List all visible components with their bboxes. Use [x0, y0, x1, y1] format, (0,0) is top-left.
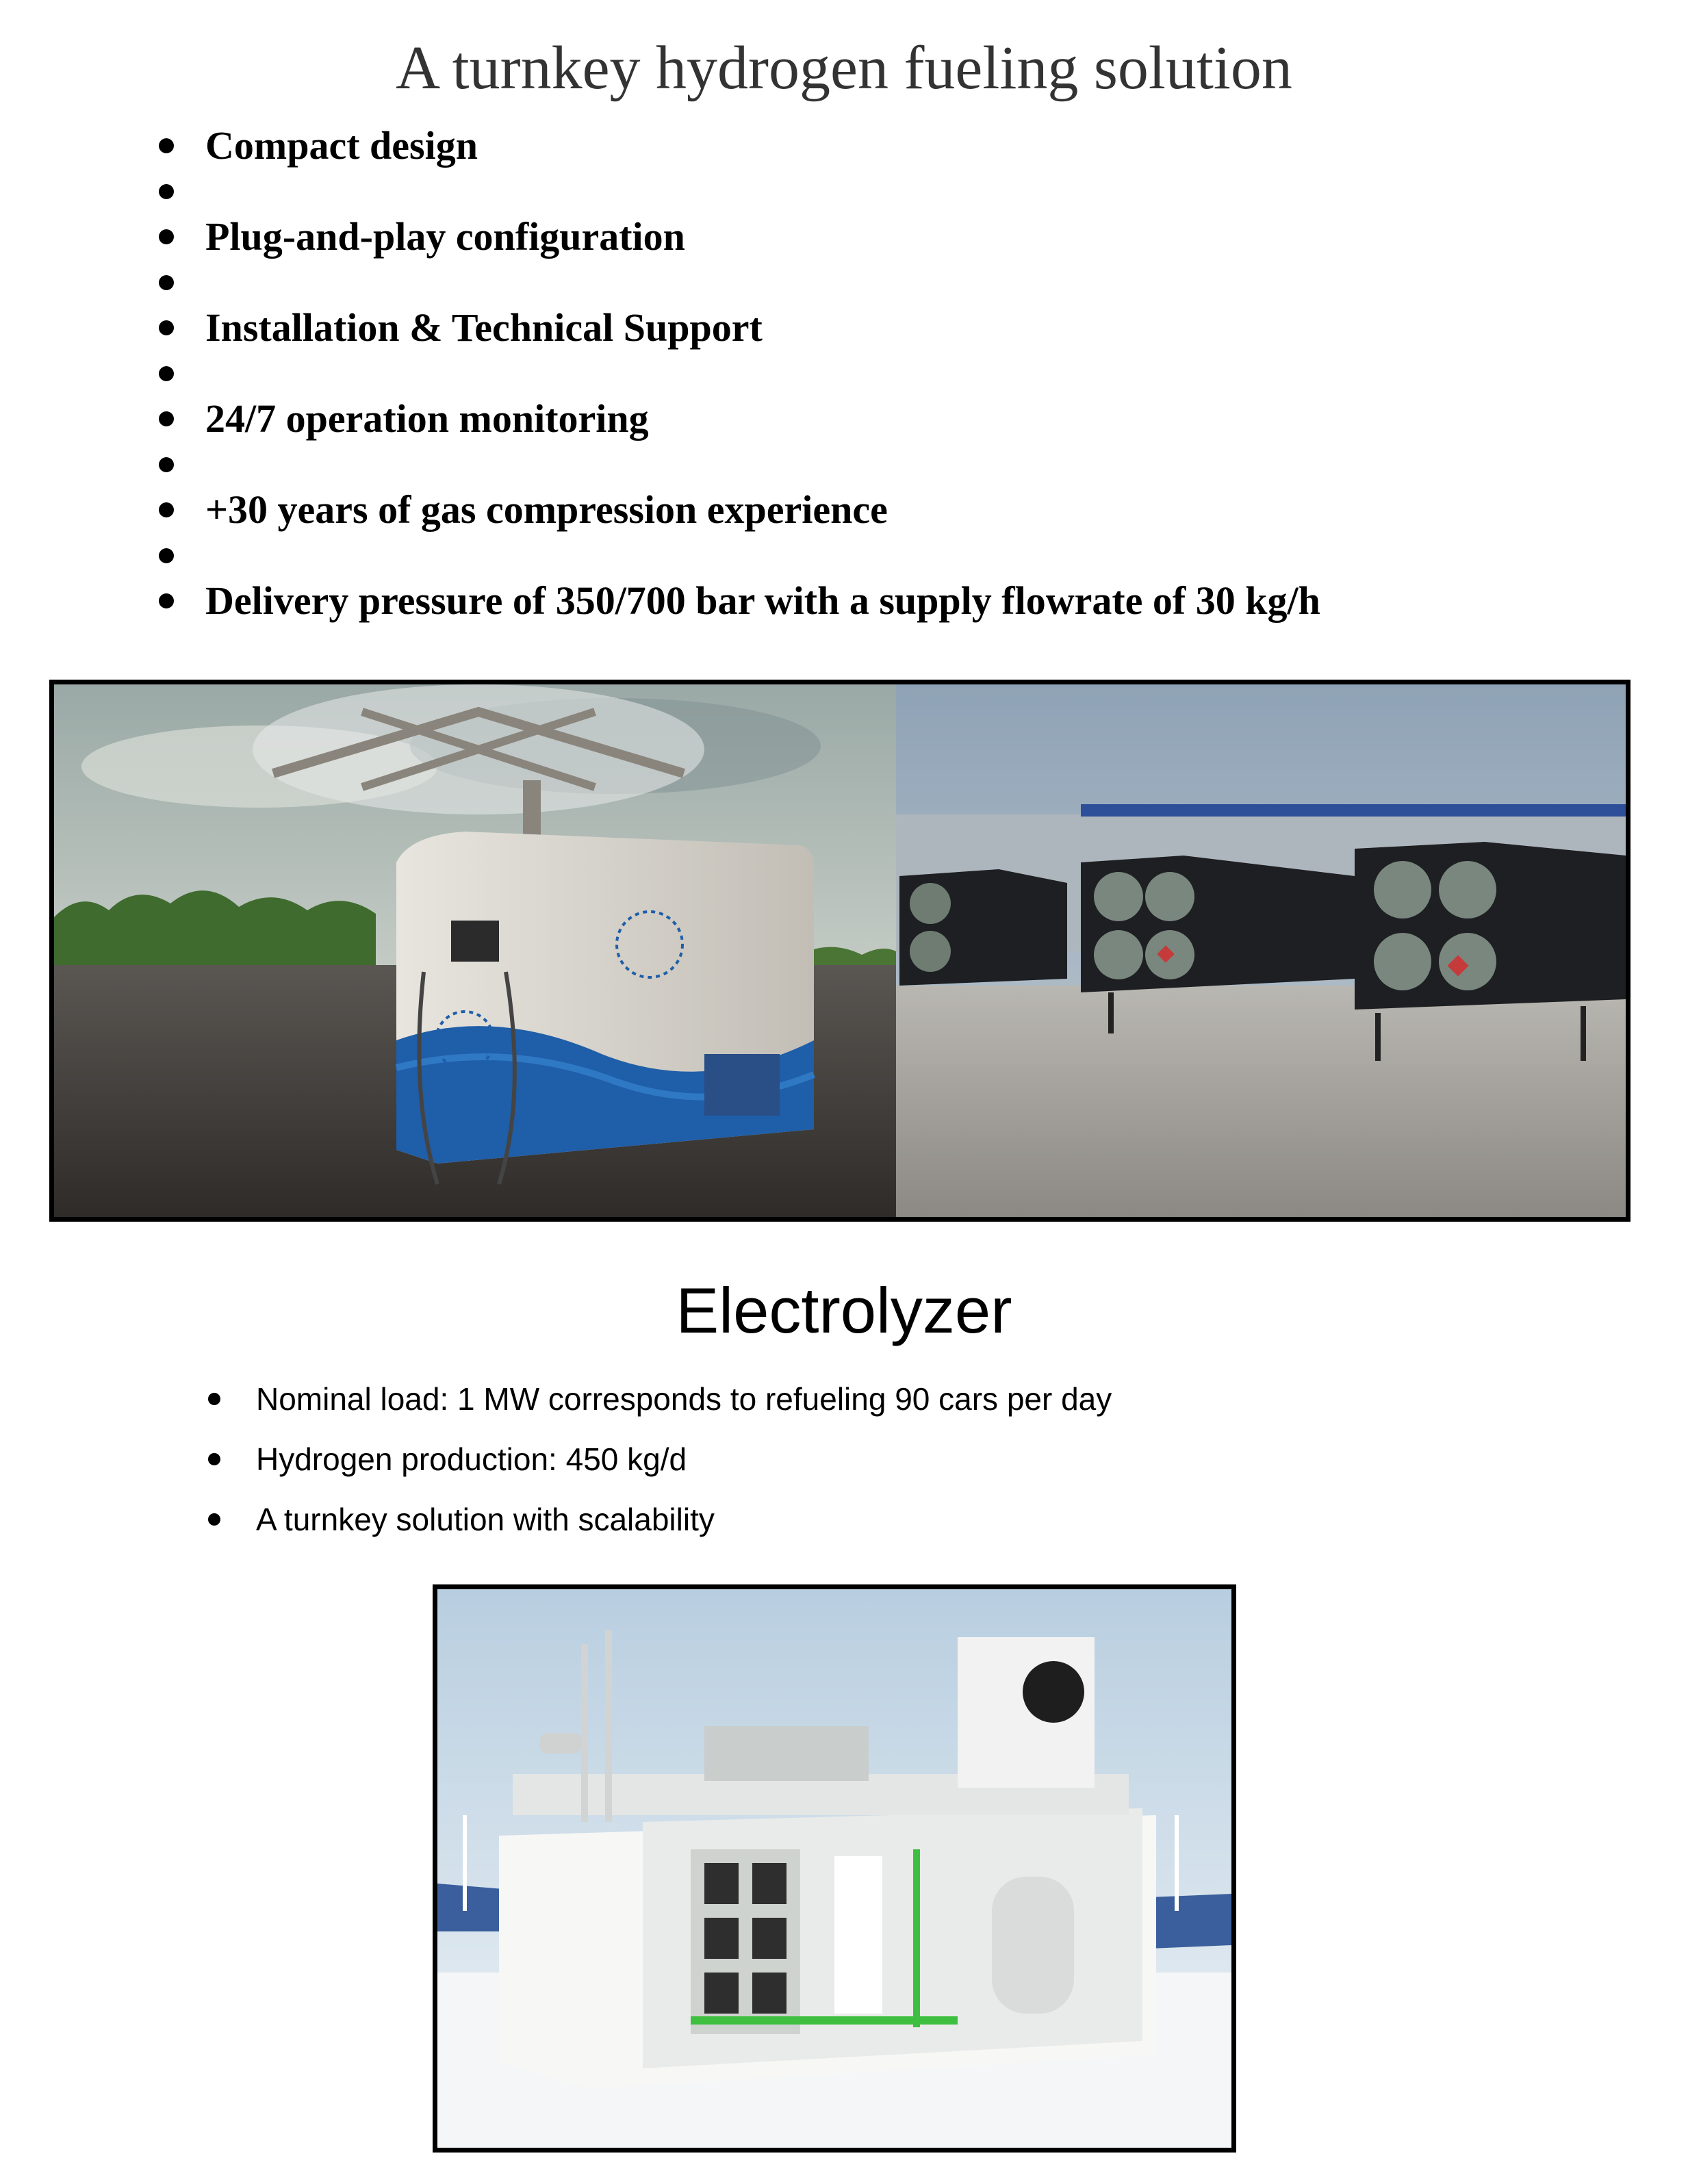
list-item	[144, 260, 1320, 306]
bullet-icon	[159, 457, 174, 472]
feature-text: A turnkey solution with scalability	[256, 1502, 715, 1537]
feature-text: Delivery pressure of 350/700 bar with a supply flowrate of 30 kg/h	[205, 578, 1320, 623]
bullet-icon	[159, 184, 174, 199]
fueling-station-scene	[54, 684, 896, 1217]
bullet-icon	[159, 366, 174, 381]
feature-text: Installation & Technical Support	[205, 305, 763, 350]
bullet-icon	[159, 593, 174, 608]
feature-text: Nominal load: 1 MW corresponds to refueling 90 cars per day	[256, 1381, 1112, 1417]
feature-text: Hydrogen production: 450 kg/d	[256, 1441, 687, 1477]
list-item	[199, 1429, 1112, 1489]
feature-text: Plug-and-play configuration	[205, 214, 685, 259]
electrolyzer-heading: Electrolyzer	[676, 1274, 1012, 1346]
list-item	[144, 578, 1320, 624]
list-item	[144, 396, 1320, 442]
list-item	[144, 123, 1320, 169]
list-item	[144, 487, 1320, 533]
bullet-icon	[159, 138, 174, 153]
list-item	[144, 169, 1320, 215]
list-item	[144, 442, 1320, 488]
tube-trailer-scene	[896, 684, 1626, 1217]
electrolyzer-feature-list	[199, 1369, 1112, 1550]
list-item	[144, 533, 1320, 579]
bullet-icon	[159, 275, 174, 290]
bullet-icon	[159, 229, 174, 244]
bullet-icon	[208, 1393, 220, 1405]
fueling-feature-list	[144, 123, 1320, 624]
electrolyzer-photo	[433, 1584, 1236, 2153]
bullet-icon	[159, 320, 174, 335]
list-item	[199, 1489, 1112, 1550]
list-item	[199, 1369, 1112, 1429]
feature-text: +30 years of gas compression experience	[205, 487, 888, 532]
feature-text: Compact design	[205, 123, 478, 168]
fueling-photo-illustration	[54, 684, 1626, 1217]
bullet-icon	[208, 1513, 220, 1526]
list-item	[144, 214, 1320, 260]
electrolyzer-illustration	[437, 1589, 1231, 2148]
fueling-station-photo	[49, 680, 1631, 1222]
bullet-icon	[159, 548, 174, 563]
bullet-icon	[159, 411, 174, 426]
bullet-icon	[159, 502, 174, 517]
page-title: A turnkey hydrogen fueling solution	[396, 34, 1292, 102]
bullet-icon	[208, 1453, 220, 1465]
list-item	[144, 305, 1320, 351]
list-item	[144, 351, 1320, 397]
feature-text: 24/7 operation monitoring	[205, 396, 649, 441]
